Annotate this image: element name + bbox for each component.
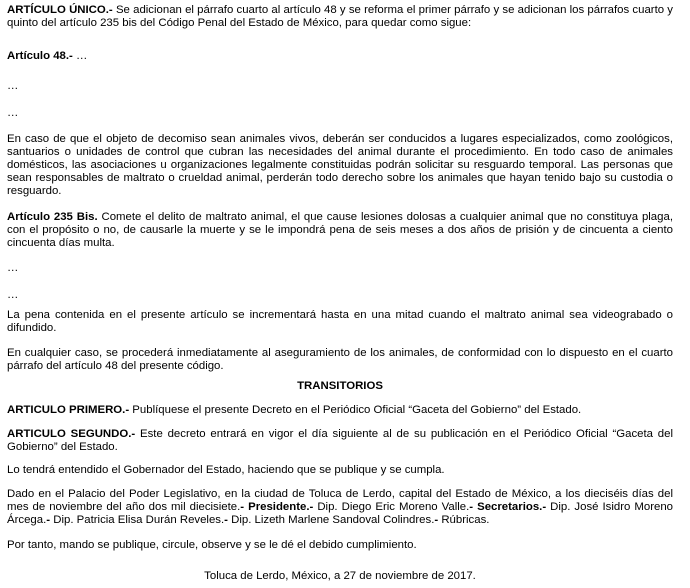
dado-sep-3: - (434, 514, 439, 526)
articulo-48-paragraph: En caso de que el objeto de decomiso sean animales vivos, deberán ser conducidos a lugares especializados, como zoológicos, santuarios o unidades de control que cubran las necesidades del animal durante el procedimiento. En todo caso de animales domésticos, las asociaciones u organizaciones legalmente constituidas podrán solicitar su resguardo temporal. Las personas que sean responsables de maltrato o crueldad animal, perderán todo derecho sobre los animales que hayan tenido bajo su custodia o resguardo. (7, 133, 673, 197)
articulo-235-label: Artículo 235 Bis. (7, 211, 98, 223)
articulo-235-paragraph (7, 211, 673, 250)
articulo-primero-text: Publíquese el presente Decreto en el Periódico Oficial “Gaceta del Gobierno” del Estado. (129, 404, 582, 416)
ellipsis-2: … (7, 107, 19, 119)
articulo-48-label: Artículo 48.- (7, 50, 73, 62)
articulo-primero-label: ARTICULO PRIMERO.- (7, 404, 130, 416)
dado-sep-1: - (46, 514, 51, 526)
fecha-line: Toluca de Lerdo, México, a 27 de noviembre de 2017. (204, 570, 476, 582)
dado-text-1: Dado en el Palacio del Poder Legislativo, en la ciudad de Toluca de Lerdo, capital del Estado de México, a los dieciséis días del mes de noviembre del año dos mil diecisiete. (7, 488, 673, 513)
por-tanto-paragraph: Por tanto, mando se publique, circule, observe y se le dé el debido cumplimiento. (7, 539, 417, 551)
ellipsis-1: … (7, 80, 19, 92)
presidente-label: - Presidente.- (240, 501, 314, 513)
articulo-segundo-label: ARTICULO SEGUNDO.- (7, 428, 136, 440)
articulo-segundo-text: Este decreto entrará en vigor el día siguiente al de su publicación en el Periódico Oficial “Gaceta del Gobierno” del Estado. (7, 428, 673, 453)
articulo-segundo-paragraph (7, 428, 673, 454)
transitorios-label: TRANSITORIOS (297, 380, 383, 392)
secretarios-label: - Secretarios.- (469, 501, 547, 513)
articulo-48-ellipsis: … (72, 50, 88, 62)
dado-paragraph (7, 488, 673, 527)
ellipsis-3: … (7, 262, 19, 274)
dado-text-2: Dip. Diego Eric Moreno Valle. (313, 501, 470, 513)
dado-text-4: Dip. Patricia Elisa Durán Reveles. (50, 514, 225, 526)
dado-text-3: Dip. José Isidro Moreno Árcega. (7, 501, 673, 526)
cualquier-caso-paragraph: En cualquier caso, se procederá inmediatamente al aseguramiento de los animales, de conformidad con lo dispuesto en el cuarto párrafo del artículo 48 del presente código. (7, 347, 673, 372)
dado-sep-2: - (224, 514, 228, 526)
articulo-primero-paragraph (7, 404, 673, 417)
articulo-unico-label: ARTÍCULO ÚNICO.- (7, 4, 113, 16)
articulo-48-heading (7, 50, 87, 63)
pena-paragraph: La pena contenida en el presente artículo se incrementará hasta en una mitad cuando el maltrato animal sea videograbado o difundido. (7, 309, 673, 334)
articulo-235-text: Comete el delito de maltrato animal, el que cause lesiones dolosas a cualquier animal que no constituya plaga, con el propósito o no, de causarle la muerte y se le impondrá pena de seis meses a dos años de prisión y de cincuenta a ciento cincuenta días multa. (7, 211, 673, 249)
articulo-unico-text: Se adicionan el párrafo cuarto al artículo 48 y se reforma el primer párrafo y se adicionan los párrafos cuarto y quinto del artículo 235 bis del Código Penal del Estado de México, para quedar como sigue: (7, 4, 673, 29)
dado-text-5: Dip. Lizeth Marlene Sandoval Colindres. (227, 514, 435, 526)
articulo-unico-paragraph (7, 4, 673, 30)
transitorios-heading (7, 380, 673, 393)
tendra-entendido-paragraph: Lo tendrá entendido el Gobernador del Estado, haciendo que se publique y se cumpla. (7, 464, 445, 476)
ellipsis-4: … (7, 289, 19, 301)
dado-text-6: Rúbricas. (438, 514, 490, 526)
